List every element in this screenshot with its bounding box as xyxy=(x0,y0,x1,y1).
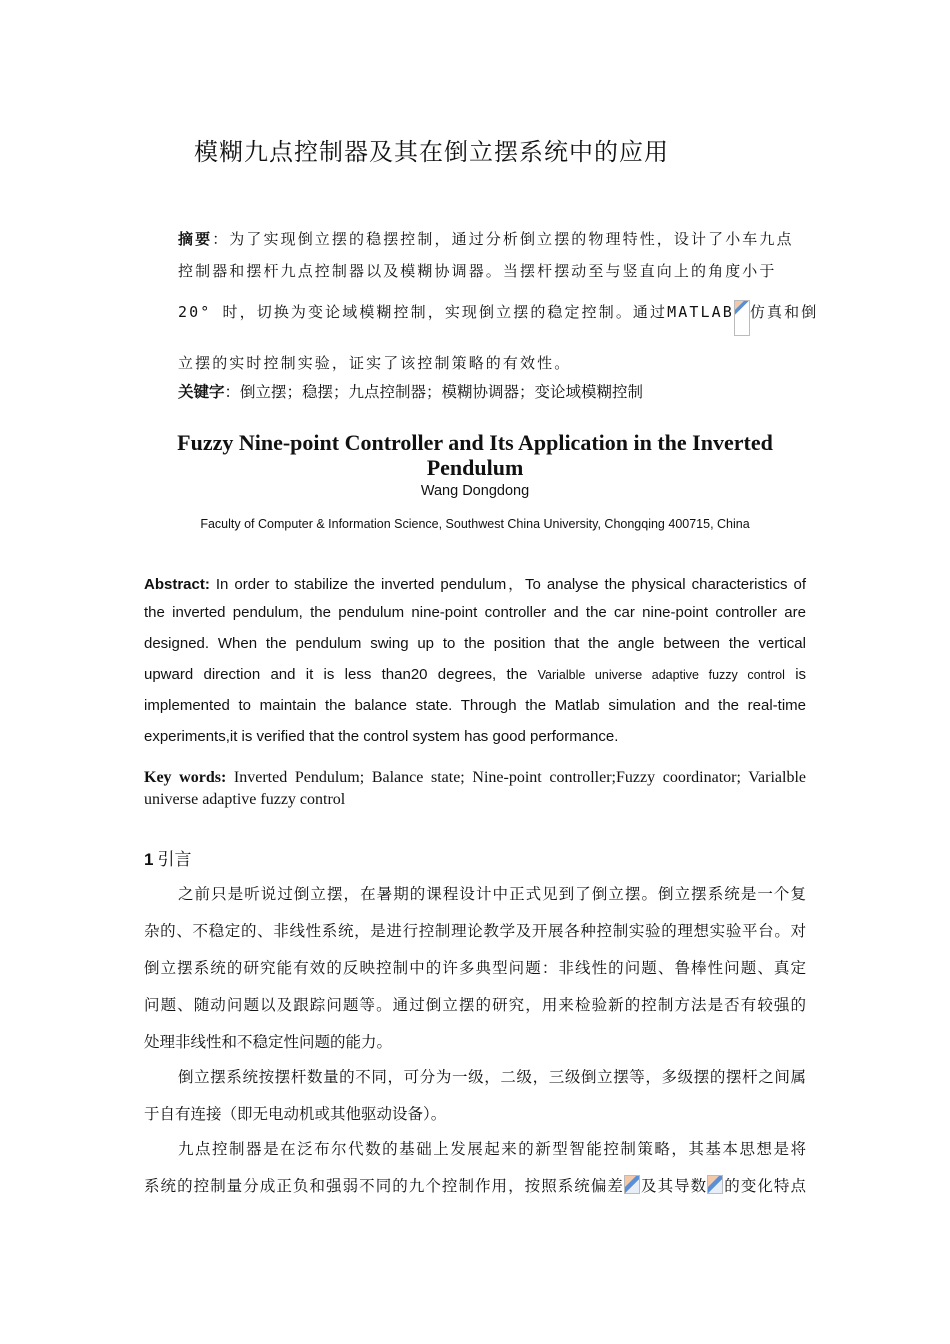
paragraph-line: 倒立摆系统的研究能有效的反映控制中的许多典型问题：非线性的问题、鲁棒性问题、真定 xyxy=(144,959,806,977)
abstract-cn-text: 仿真和倒 xyxy=(749,303,819,321)
paragraph-text: 系统的控制量分成正负和强弱不同的九个控制作用，按照系统偏差 xyxy=(144,1177,624,1195)
paragraph-line: 之前只是听说过倒立摆，在暑期的课程设计中正式见到了倒立摆。倒立摆系统是一个复 xyxy=(178,885,806,903)
keywords-en xyxy=(144,767,806,811)
affiliation: Faculty of Computer & Information Science, Southwest China University, Chongqing 400715, China xyxy=(200,517,750,531)
abstract-en-text: Varialble universe adaptive fuzzy control xyxy=(537,668,785,682)
section-number: 1 xyxy=(144,850,154,869)
paragraph-line: 于自有连接（即无电动机或其他驱动设备）。 xyxy=(144,1105,447,1123)
author-name: Wang Dongdong xyxy=(420,483,530,499)
abstract-en-line: the inverted pendulum, the pendulum nine-point controller and the car nine-point controller are xyxy=(144,604,806,621)
paragraph-line xyxy=(144,1174,806,1196)
broken-image-icon xyxy=(707,1175,723,1194)
abstract-en-line xyxy=(144,666,806,683)
keywords-cn-label: 关键字 xyxy=(178,383,225,401)
abstract-en-text: is xyxy=(795,666,807,683)
broken-image-icon xyxy=(624,1175,640,1194)
abstract-en-line: implemented to maintain the balance state. Through the Matlab simulation and the real-time xyxy=(144,697,806,714)
abstract-cn-text: ：为了实现倒立摆的稳摆控制，通过分析倒立摆的物理特性，设计了小车九点 xyxy=(212,230,794,248)
paragraph-line: 杂的、不稳定的、非线性系统，是进行控制理论教学及开展各种控制实验的理想实验平台。对 xyxy=(144,922,806,940)
abstract-cn-text: 20° 时，切换为变论域模糊控制，实现倒立摆的稳定控制。通过MATLAB xyxy=(178,303,734,321)
abstract-cn-line xyxy=(178,300,818,336)
abstract-en-line: experiments,it is verified that the control system has good performance. xyxy=(144,728,619,745)
paper-title-cn: 模糊九点控制器及其在倒立摆系统中的应用 xyxy=(194,138,669,166)
section-title: 引言 xyxy=(157,850,192,870)
paragraph-line: 问题、随动问题以及跟踪问题等。通过倒立摆的研究，用来检验新的控制方法是否有较强的 xyxy=(144,996,806,1014)
abstract-cn-line xyxy=(178,228,794,249)
paragraph-line: 处理非线性和不稳定性问题的能力。 xyxy=(144,1033,393,1051)
abstract-en-line: designed. When the pendulum swing up to the position that the angle between the vertical xyxy=(144,635,806,652)
abstract-cn-line: 立摆的实时控制实验，证实了该控制策略的有效性。 xyxy=(178,354,572,372)
keywords-en-text: Inverted Pendulum; Balance state; Nine-point controller;Fuzzy coordinator; Varialble universe adaptive fuzzy control xyxy=(144,769,807,808)
abstract-en-line xyxy=(144,573,806,594)
keywords-cn xyxy=(178,380,643,402)
paper-title-en: Fuzzy Nine-point Controller and Its Application in the Inverted Pendulum xyxy=(177,430,773,480)
abstract-cn-line: 控制器和摆杆九点控制器以及模糊协调器。当摆杆摆动至与竖直向上的角度小于 xyxy=(178,262,777,280)
abstract-en-text: upward direction and it is less than20 degrees, the xyxy=(144,666,528,683)
paragraph-text: 及其导数 xyxy=(639,1177,708,1195)
abstract-en-text: In order to stabilize the inverted pendulum，To analyse the physical characteristics of xyxy=(209,576,806,593)
keywords-cn-text: ：倒立摆；稳摆；九点控制器；模糊协调器；变论域模糊控制 xyxy=(224,383,644,401)
abstract-en-label: Abstract: xyxy=(144,576,210,593)
section-heading xyxy=(144,845,191,870)
paragraph-line: 九点控制器是在泛布尔代数的基础上发展起来的新型智能控制策略，其基本思想是将 xyxy=(178,1140,806,1158)
abstract-cn-label: 摘要 xyxy=(178,230,213,248)
broken-image-icon xyxy=(734,300,750,336)
paragraph-text: 的变化特点 xyxy=(723,1177,806,1195)
keywords-en-label: Key words: xyxy=(144,769,227,786)
paragraph-line: 倒立摆系统按摆杆数量的不同，可分为一级，二级，三级倒立摆等，多级摆的摆杆之间属 xyxy=(178,1068,806,1086)
